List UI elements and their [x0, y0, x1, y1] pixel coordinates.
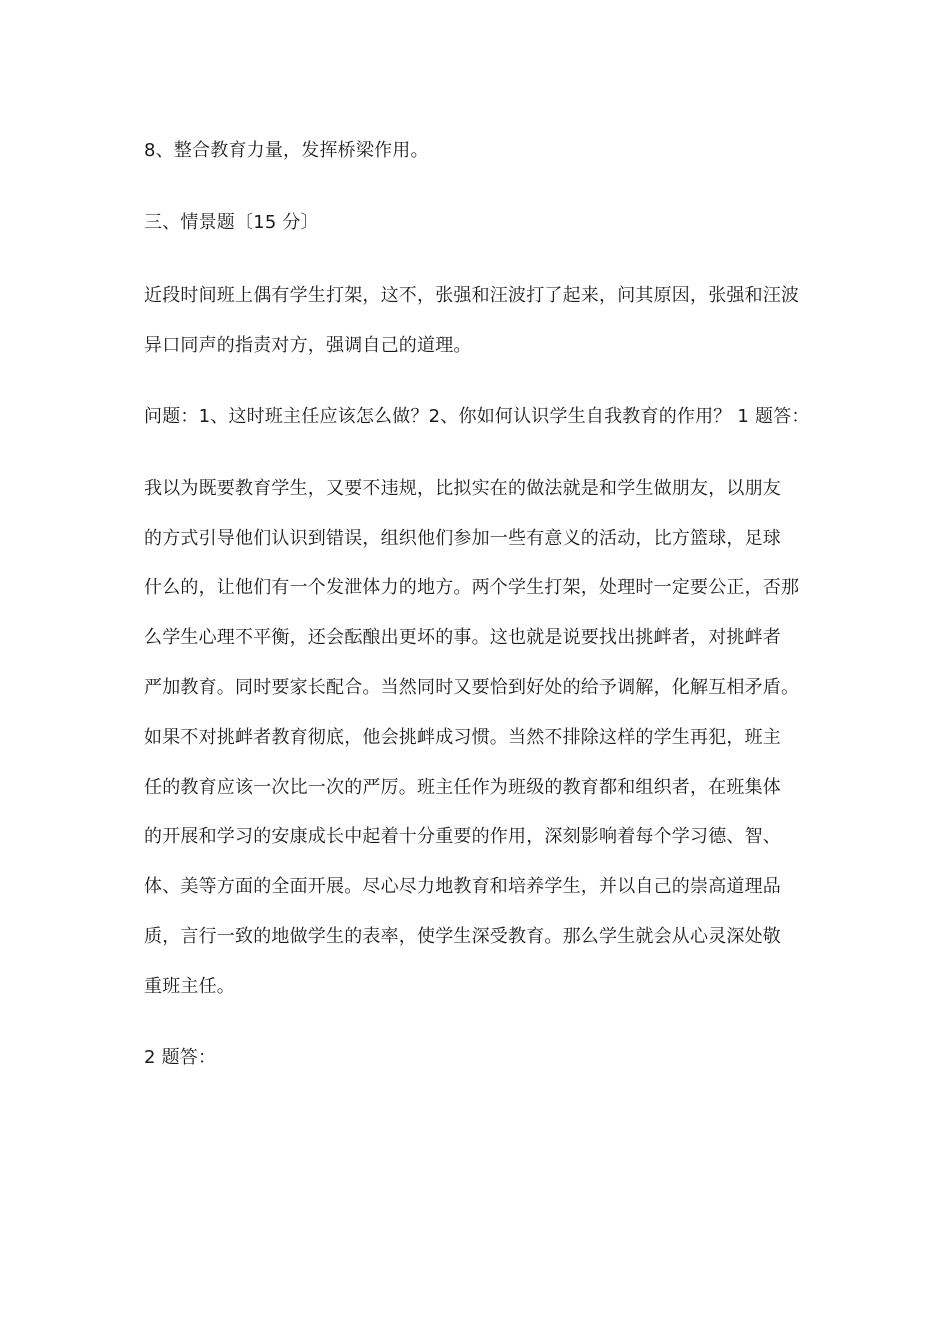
answer1-line-2: 的方式引导他们认识到错误，组织他们参加一些有意义的活动，比方篮球，足球 — [144, 528, 781, 549]
question-line: 问题：1、这时班主任应该怎么做？2、你如何认识学生自我教育的作用？ 1 题答： — [144, 406, 810, 427]
answer1-line-7: 任的教育应该一次比一次的严厉。班主任作为班级的教育都和组织者，在班集体 — [144, 777, 781, 798]
answer1-line-10: 质，言行一致的地做学生的表率，使学生深受教育。那么学生就会从心灵深处敬 — [144, 926, 781, 947]
answer1-line-8: 的开展和学习的安康成长中起着十分重要的作用，深刻影响着每个学习德、智、 — [144, 826, 781, 847]
answer1-line-1: 我以为既要教育学生，又要不违规，比拟实在的做法就是和学生做朋友，以朋友 — [144, 478, 781, 499]
answer1-line-3: 什么的，让他们有一个发泄体力的地方。两个学生打架，处理时一定要公正，否那 — [144, 577, 800, 598]
answer1-line-4: 么学生心理不平衡，还会酝酿出更坏的事。这也就是说要找出挑衅者，对挑衅者 — [144, 627, 781, 648]
list-item-8: 8、整合教育力量，发挥桥梁作用。 — [144, 140, 429, 161]
answer1-line-6: 如果不对挑衅者教育彻底，他会挑衅成习惯。当然不排除这样的学生再犯，班主 — [144, 727, 781, 748]
section-heading: 三、情景题〔15 分〕 — [144, 212, 319, 233]
answer1-line-5: 严加教育。同时要家长配合。当然同时又要恰到好处的给予调解，化解互相矛盾。 — [144, 677, 800, 698]
answer2-label: 2 题答： — [144, 1047, 217, 1068]
answer1-line-9: 体、美等方面的全面开展。尽心尽力地教育和培养学生，并以自己的崇高道理品 — [144, 876, 781, 897]
answer1-line-11: 重班主任。 — [144, 976, 235, 997]
scenario-line-1: 近段时间班上偶有学生打架，这不，张强和汪波打了起来，问其原因，张强和汪波 — [144, 285, 800, 306]
scenario-line-2: 异口同声的指责对方，强调自己的道理。 — [144, 335, 472, 356]
